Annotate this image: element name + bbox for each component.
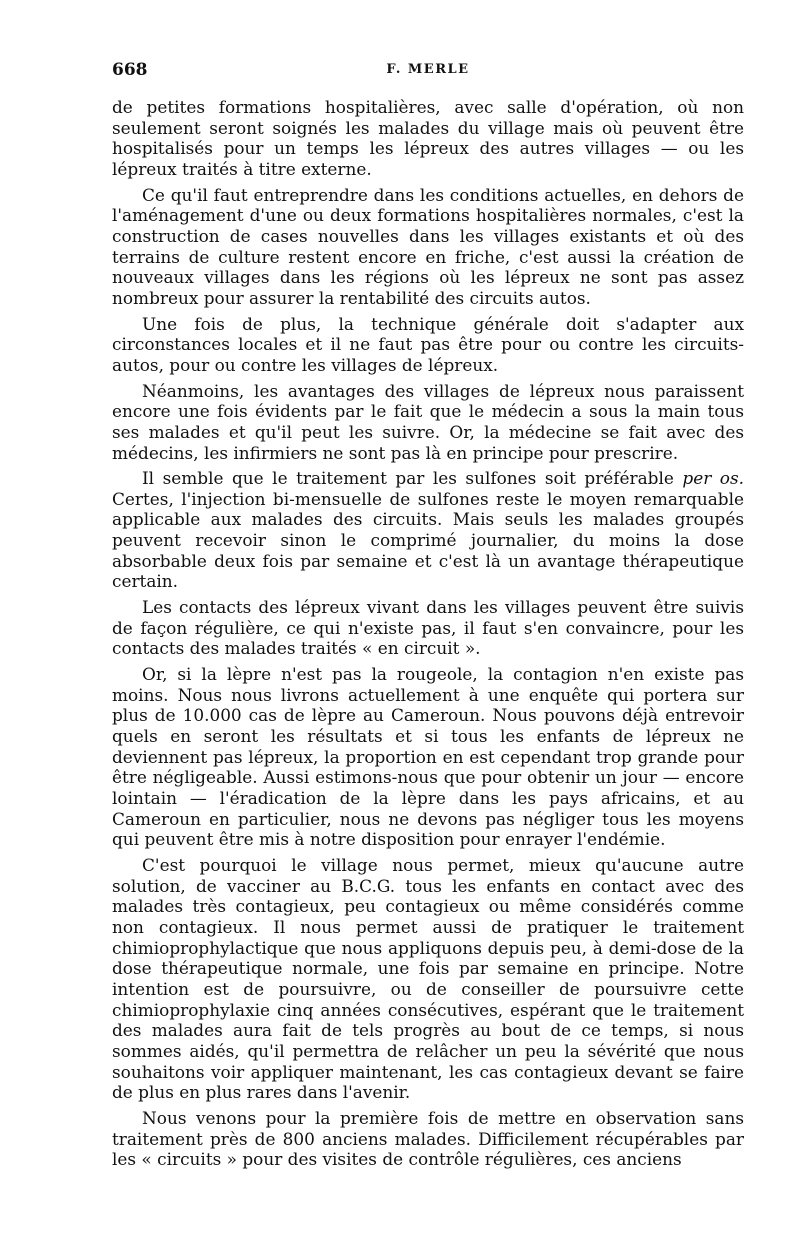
running-head-author: F. MERLE bbox=[386, 62, 470, 77]
paragraph-sulfones-continuation: Certes, l'injection bi-mensuelle de sulfones reste le moyen remarquable applicable aux malades des circuits. Mais seuls les malades groupés peuvent recevoir sinon le comprimé journalier, du moins la dose absorbable deux fois par semaine et c'est là un avantage thérapeutique certain. bbox=[112, 488, 744, 592]
body-text bbox=[112, 97, 744, 1175]
paragraph: Une fois de plus, la technique générale doit s'adapter aux circonstances locales et il ne faut pas être pour ou contre les circuits-autos, pour ou contre les villages de lépreux. bbox=[112, 313, 744, 375]
italic-per-os: per os. bbox=[682, 468, 744, 489]
page-number: 668 bbox=[112, 60, 148, 80]
paragraph: Ce qu'il faut entreprendre dans les conditions actuelles, en dehors de l'aménagement d'une ou deux formations hospitalières normales, c'est la construction de cases nouvelles dans les villages existants et où des terrains de culture restent encore en friche, c'est aussi la création de nouveaux villages dans les régions où les lépreux ne sont pas assez nombreux pour assurer la rentabilité des circuits autos. bbox=[112, 184, 744, 308]
paragraph: Néanmoins, les avantages des villages de lépreux nous paraissent encore une fois évidents par le fait que le médecin a sous la main tous ses malades et qu'il peut les suivre. Or, la médecine se fait avec des médecins, les infirmiers ne sont pas là en principe pour prescrire. bbox=[112, 380, 744, 463]
paragraph-sulfones-text: Il semble que le traitement par les sulfones soit préférable bbox=[142, 468, 674, 489]
paragraph-continued: de petites formations hospitalières, avec salle d'opération, où non seulement seront soignés les malades du village mais où peuvent être hospitalisés pour un temps les lépreux des autres villages — ou les lépreux traités à titre externe. bbox=[112, 97, 744, 179]
paragraph-sulfones bbox=[112, 468, 744, 592]
paragraph: Nous venons pour la première fois de mettre en observation sans traitement près de 800 anciens malades. Difficilement récupérables par les « circuits » pour des visites de contrôle régulières, ces anciens bbox=[112, 1107, 744, 1170]
paragraph: Les contacts des lépreux vivant dans les villages peuvent être suivis de façon régulière, ce qui n'existe pas, il faut s'en convaincre, pour les contacts des malades traités « en circuit ». bbox=[112, 597, 744, 659]
paragraph: C'est pourquoi le village nous permet, mieux qu'aucune autre solution, de vacciner au B.C.G. tous les enfants en contact avec des malades très contagieux, peu contagieux ou même considérés comme non contagieux. Il nous permet aussi de pratiquer le traitement chimioprophylactique que nous appliquons depuis peu, à demi-dose de la dose thérapeutique normale, une fois par semaine en principe. Notre intention est de poursuivre, ou de conseiller de poursuivre cette chimioprophylaxie cinq années consécutives, espérant que le traitement des malades aura fait de tels progrès au bout de ce temps, si nous sommes aidés, qu'il permettra de relâcher un peu la sévérité que nous souhaitons voir appliquer maintenant, les cas contagieux devant se faire de plus en plus rares dans l'avenir. bbox=[112, 854, 744, 1103]
paragraph: Or, si la lèpre n'est pas la rougeole, la contagion n'en existe pas moins. Nous nous livrons actuellement à une enquête qui portera sur plus de 10.000 cas de lèpre au Cameroun. Nous pouvons déjà entrevoir quels en seront les résultats et si tous les enfants de lépreux ne deviennent pas lépreux, la proportion en est cependant trop grande pour être négligeable. Aussi estimons-nous que pour obtenir un jour — encore lointain — l'éradication de la lèpre dans les pays africains, et au Cameroun en particulier, nous ne devons pas négliger tous les moyens qui peuvent être mis à notre disposition pour enrayer l'endémie. bbox=[112, 664, 744, 850]
page-header bbox=[112, 60, 744, 84]
